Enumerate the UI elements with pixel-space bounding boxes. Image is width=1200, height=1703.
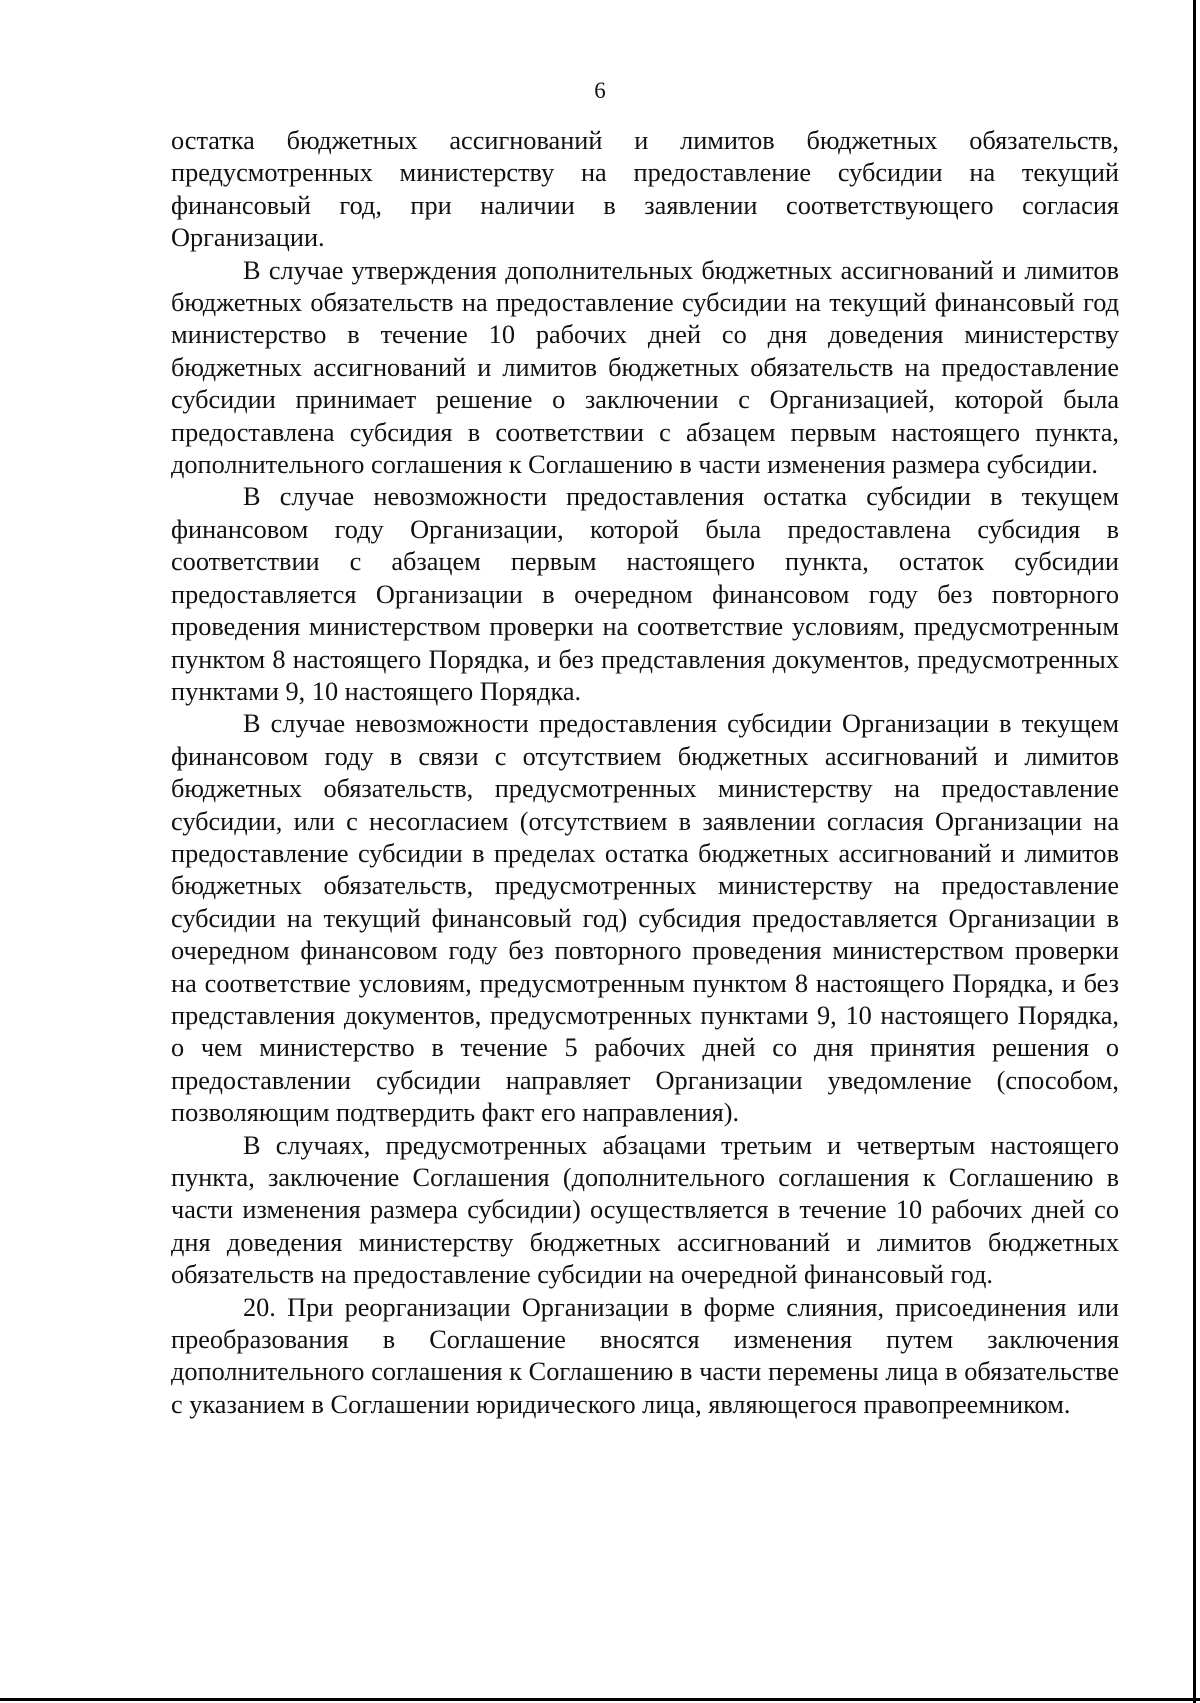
paragraph-agreement-terms: В случаях, предусмотренных абзацами третьим и четвертым настоящего пункта, заключение Соглашения (дополнительного соглашения к Соглашению в части изменения размера субсидии) осуществляется в течение 10 рабочих дней со дня доведения министерству бюджетных ассигнований и лимитов бюджетных обязательств на предоставление субсидии на очередной финансовый год. <box>171 1130 1119 1290</box>
paragraph-remainder-impossible: В случае невозможности предоставления остатка субсидии в текущем финансовом году Организации, которой была предоставлена субсидия в соответствии с абзацем первым настоящего пункта, остаток субсидии предоставляется Организации в очередном финансовом году без повторного проведения министерством проверки на соответствие условиям, предусмотренным пунктом 8 настоящего Порядка, и без представления документов, предусмотренных пунктами 9, 10 настоящего Порядка. <box>171 482 1119 706</box>
paragraph-reorganization: 20. При реорганизации Организации в форме слияния, присоединения или преобразования в Соглашение вносятся изменения путем заключения дополнительного соглашения к Соглашению в части перемены лица в обязательстве с указанием в Соглашении юридического лица, являющегося правопреемником. <box>171 1292 1119 1419</box>
scan-edge-right <box>1193 0 1196 1703</box>
paragraph-subsidy-impossible: В случае невозможности предоставления субсидии Организации в текущем финансовом году в связи с отсутствием бюджетных ассигнований и лимитов бюджетных обязательств, предусмотренных министерству на предоставление субсидии, или с несогласием (отсутствием в заявлении согласия Организации на предоставление субсидии в пределах остатка бюджетных ассигнований и лимитов бюджетных обязательств, предусмотренных министерству на предоставление субсидии на текущий финансовый год) субсидия предоставляется Организации в очередном финансовом году без повторного проведения министерством проверки на соответствие условиям, предусмотренным пунктом 8 настоящего Порядка, и без представления документов, предусмотренных пунктами 9, 10 настоящего Порядка, о чем министерство в течение 5 рабочих дней со дня принятия решения о предоставлении субсидии направляет Организации уведомление (способом, позволяющим подтвердить факт его направления). <box>171 709 1119 1128</box>
document-body <box>171 125 1119 1421</box>
page-number: 6 <box>594 78 606 103</box>
paragraph-additional-allocations: В случае утверждения дополнительных бюджетных ассигнований и лимитов бюджетных обязательств на предоставление субсидии на текущий финансовый год министерство в течение 10 рабочих дней со дня доведения министерству бюджетных ассигнований и лимитов бюджетных обязательств на предоставление субсидии принимает решение о заключении с Организацией, которой была предоставлена субсидия в соответствии с абзацем первым настоящего пункта, дополнительного соглашения к Соглашению в части изменения размера субсидии. <box>171 255 1119 480</box>
scan-edge-bottom <box>0 1698 1200 1701</box>
paragraph-continuation: остатка бюджетных ассигнований и лимитов бюджетных обязательств, предусмотренных министерству на предоставление субсидии на текущий финансовый год, при наличии в заявлении соответствующего согласия Организации. <box>171 126 1119 253</box>
